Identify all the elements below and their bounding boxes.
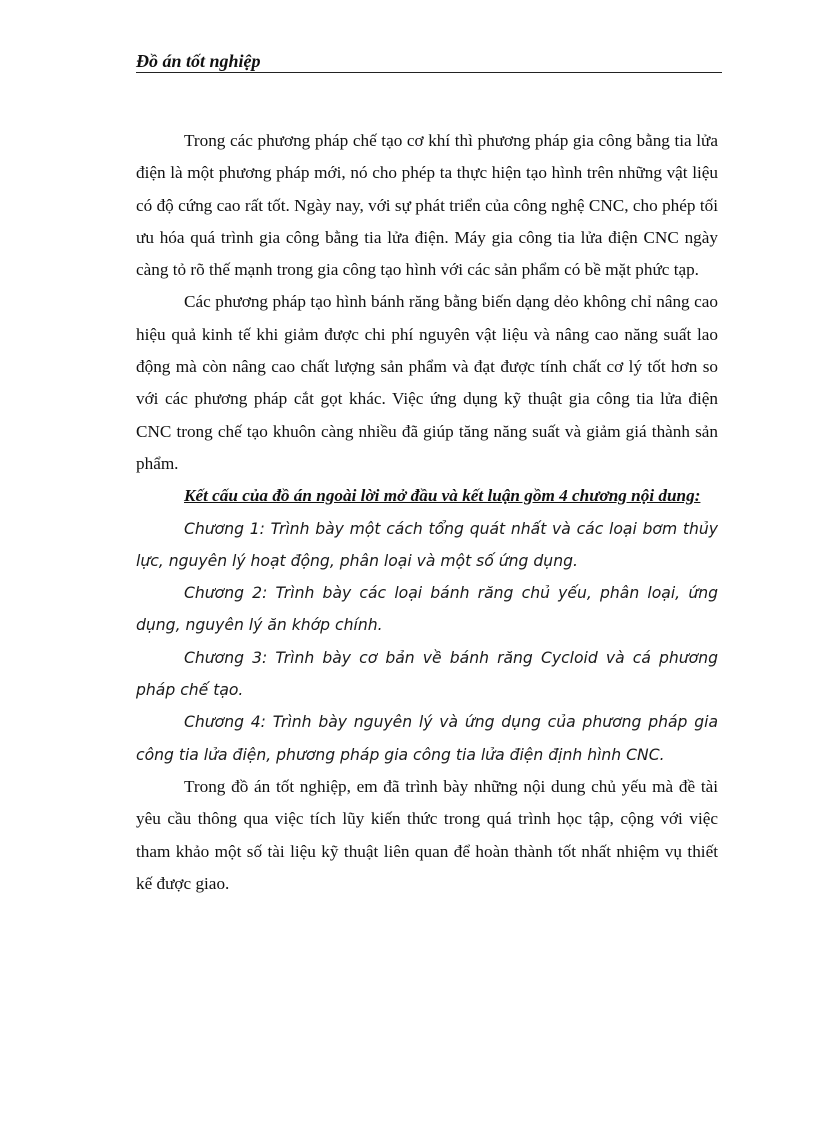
chapter-3-summary: Chương 3: Trình bày cơ bản về bánh răng Cycloid và cá phương pháp chế tạo. bbox=[136, 648, 718, 700]
intro-paragraph-2: Các phương pháp tạo hình bánh răng bằng biến dạng dẻo không chỉ nâng cao hiệu quả kinh tế khi giảm được chi phí nguyên vật liệu và nâng cao năng suất lao động mà còn nâng cao chất lượng sản phẩm và đạt được tính chất cơ lý tốt hơn so với các phương pháp cắt gọt khác. Việc ứng dụng kỹ thuật gia công tia lửa điện CNC trong chế tạo khuôn càng nhiều đã giúp tăng năng suất và giảm giá thành sản phẩm. bbox=[136, 292, 718, 473]
chapter-1-summary: Chương 1: Trình bày một cách tổng quát nhất và các loại bơm thủy lực, nguyên lý hoạt động, phân loại và một số ứng dụng. bbox=[136, 519, 718, 570]
document-body bbox=[136, 125, 718, 900]
header-title: Đồ án tốt nghiệp bbox=[136, 51, 261, 71]
page-header bbox=[136, 48, 722, 73]
intro-paragraph-1: Trong các phương pháp chế tạo cơ khí thì phương pháp gia công bằng tia lửa điện là một phương pháp mới, nó cho phép ta thực hiện tạo hình trên những vật liệu có độ cứng cao rất tốt. Ngày nay, với sự phát triển của công nghệ CNC, cho phép tối ưu hóa quá trình gia công bằng tia lửa điện. Máy gia công tia lửa điện CNC ngày càng tỏ rõ thế mạnh trong gia công tạo hình với các sản phẩm có bề mặt phức tạp. bbox=[136, 131, 718, 280]
chapter-4-summary: Chương 4: Trình bày nguyên lý và ứng dụng của phương pháp gia công tia lửa điện, phương pháp gia công tia lửa điện định hình CNC. bbox=[136, 713, 718, 764]
chapter-2-summary: Chương 2: Trình bày các loại bánh răng chủ yếu, phân loại, ứng dụng, nguyên lý ăn khớp chính. bbox=[136, 584, 718, 635]
closing-paragraph: Trong đồ án tốt nghiệp, em đã trình bày những nội dung chủ yếu mà đề tài yêu cầu thông qua việc tích lũy kiến thức trong quá trình học tập, cộng với việc tham khảo một số tài liệu kỹ thuật liên quan để hoàn thành tốt nhất nhiệm vụ thiết kế được giao. bbox=[136, 776, 718, 893]
structure-heading: Kết cấu của đồ án ngoài lời mở đầu và kết luận gồm 4 chương nội dung: bbox=[184, 486, 701, 506]
